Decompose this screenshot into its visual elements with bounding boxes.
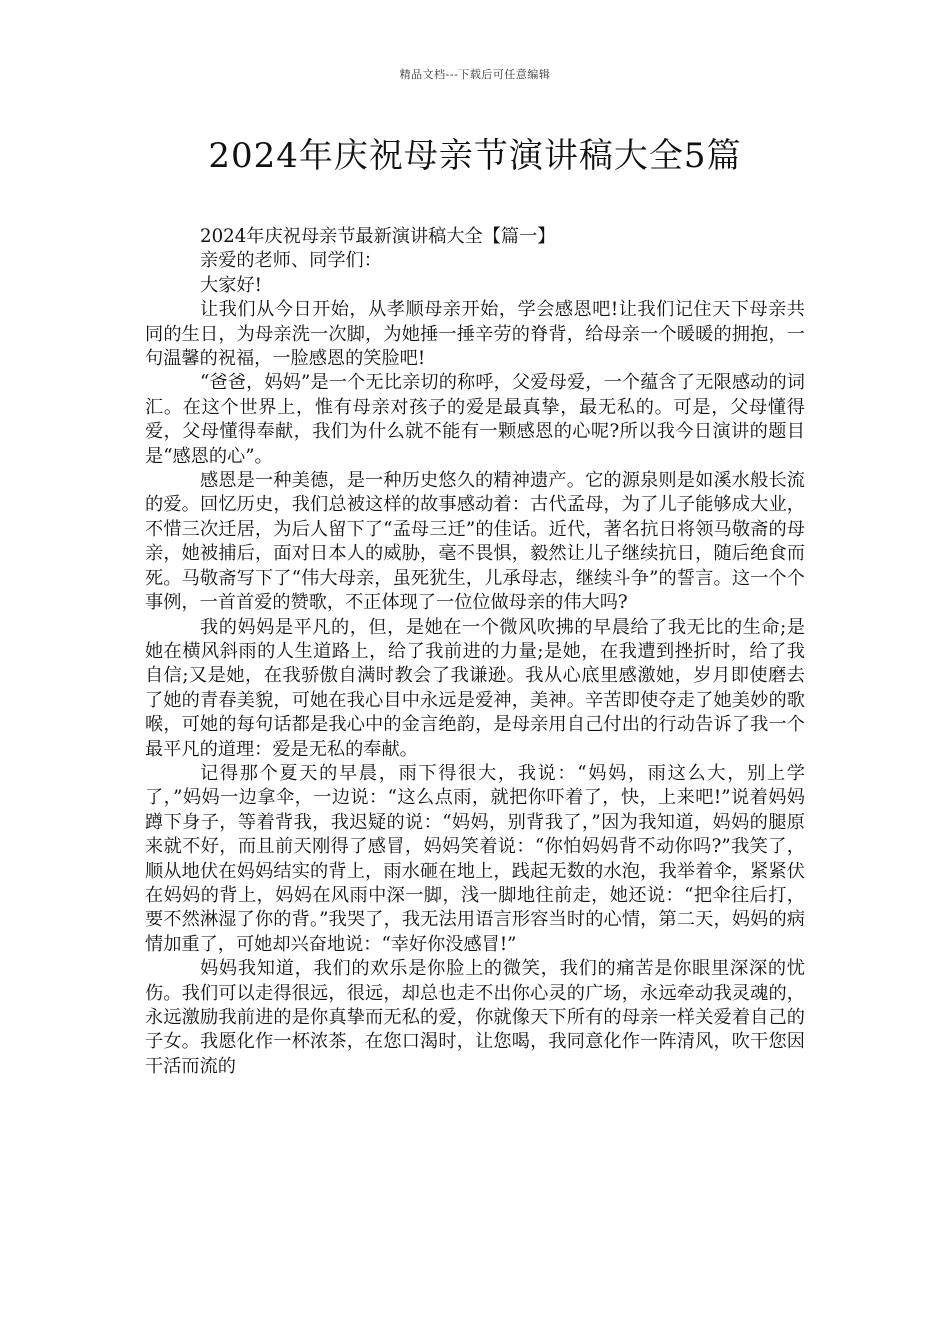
paragraph: 感恩是一种美德，是一种历史悠久的精神遗产。它的源泉则是如溪水般长流的爱。回忆历史，我们总被这样的故事感动着：古代孟母，为了儿子能够成大业，不惜三次迁居，为后人留下了“孟母三迁”的佳话。近代，著名抗日将领马敬斋的母亲，她被捕后，面对日本人的威胁，毫不畏惧，毅然让儿子继续抗日，随后绝食而死。马敬斋写下了“伟大母亲，虽死犹生，儿承母志，继续斗争”的誓言。这一个个事例，一首首爱的赞歌，不正体现了一位位做母亲的伟大吗? xyxy=(145,470,805,614)
section-heading: 2024年庆祝母亲节最新演讲稿大全【篇一】 xyxy=(200,226,556,247)
document-body xyxy=(145,225,805,1079)
paragraph: “爸爸，妈妈”是一个无比亲切的称呼，父爱母爱，一个蕴含了无限感动的词汇。在这个世界上，惟有母亲对孩子的爱是最真挚，最无私的。可是，父母懂得爱，父母懂得奉献，我们为什么就不能有一颗感恩的心呢?所以我今日演讲的题目是“感恩的心”。 xyxy=(145,372,805,467)
paragraph: 记得那个夏天的早晨，雨下得很大，我说：“妈妈，雨这么大，别上学了，”妈妈一边拿伞，一边说：“这么点雨，就把你吓着了，快，上来吧!”说着妈妈蹲下身子，等着背我，我迟疑的说：“妈妈，别背我了，”因为我知道，妈妈的腿原来就不好，而且前天刚得了感冒，妈妈笑着说：“你怕妈妈背不动你吗?”我笑了，顺从地伏在妈妈结实的背上，雨水砸在地上，践起无数的水泡，我举着伞，紧紧伏在妈妈的背上，妈妈在风雨中深一脚，浅一脚地往前走，她还说：“把伞往后打，要不然淋湿了你的背。”我哭了，我无法用语言形容当时的心情，第二天，妈妈的病情加重了，可她却兴奋地说：“幸好你没感冒!” xyxy=(145,762,805,955)
page-header: 精品文档---下载后可任意编辑 xyxy=(399,68,551,81)
paragraph: 让我们从今日开始，从孝顺母亲开始，学会感恩吧!让我们记住天下母亲共同的生日，为母亲洗一次脚，为她捶一捶辛劳的脊背，给母亲一个暖暖的拥抱，一句温馨的祝福，一脸感恩的笑脸吧! xyxy=(145,299,805,370)
paragraph: 我的妈妈是平凡的，但，是她在一个微风吹拂的早晨给了我无比的生命;是她在横风斜雨的人生道路上，给了我前进的力量;是她，在我遭到挫折时，给了我自信;又是她，在我骄傲自满时教会了我谦逊。我从心底里感激她，岁月即使磨去了她的青春美貌，可她在我心目中永远是爱神，美神。辛苦即使夺走了她美妙的歌喉，可她的每句话都是我心中的金言绝韵，是母亲用自己付出的行动告诉了我一个最平凡的道理：爱是无私的奉献。 xyxy=(145,616,805,760)
paragraph: 妈妈我知道，我们的欢乐是你脸上的微笑，我们的痛苦是你眼里深深的忧伤。我们可以走得很远，很远，却总也走不出你心灵的广场，永远牵动我灵魂的，永远激励我前进的是你真挚而无私的爱，你就像天下所有的母亲一样关爱着自己的子女。我愿化作一杯浓茶，在您口渴时，让您喝，我同意化作一阵清风，吹干您因干活而流的 xyxy=(145,958,805,1077)
salutation: 亲爱的老师、同学们： xyxy=(200,250,382,272)
greeting: 大家好! xyxy=(200,274,262,296)
document-title: 2024年庆祝母亲节演讲稿大全5篇 xyxy=(208,136,742,176)
